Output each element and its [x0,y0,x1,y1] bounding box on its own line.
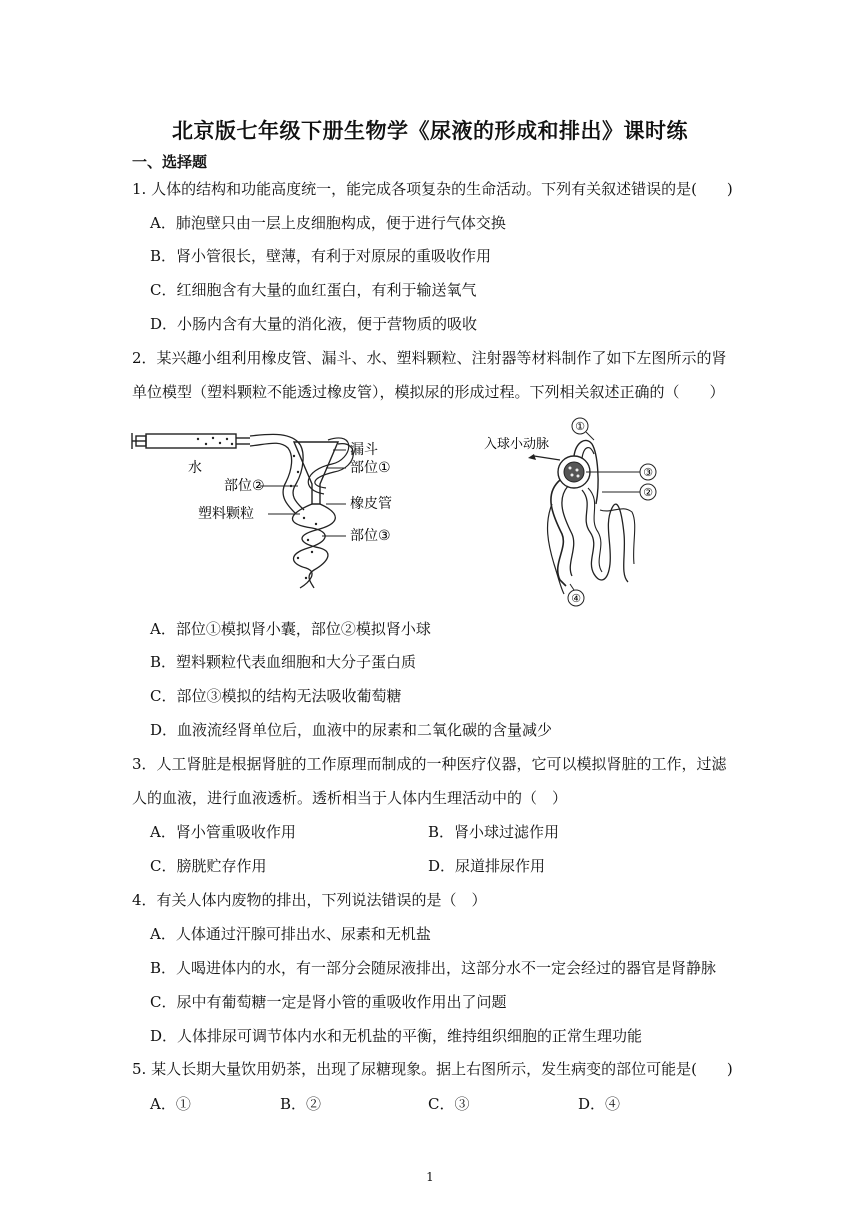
question-4-stem: 4．有关人体内废物的排出，下列说法错误的是（ ） [132,891,487,909]
label-num-4: ④ [571,592,581,605]
label-water: 水 [188,460,202,476]
label-afferent-arteriole: 入球小动脉 [484,437,550,452]
question-2-option-a: A．部位①模拟肾小囊，部位②模拟肾小球 [150,620,431,638]
label-part-3: 部位③ [350,528,391,544]
question-3-stem-line1: 3．人工肾脏是根据肾脏的工作原理而制成的一种医疗仪器，它可以模拟肾脏的工作，过滤 [132,755,727,773]
question-3-option-d: D．尿道排尿作用 [428,857,546,875]
question-2-stem-line2: 单位模型（塑料颗粒不能透过橡皮管），模拟尿的形成过程。下列相关叙述正确的（ ） [132,383,725,401]
label-num-2: ② [643,486,653,499]
question-1-option-c: C．红细胞含有大量的血红蛋白，有利于输送氧气 [150,281,477,299]
question-3-option-a: A．肾小管重吸收作用 [150,823,296,841]
label-part-2: 部位② [224,478,265,494]
question-5-stem: 5. 某人长期大量饮用奶茶，出现了尿糖现象。据上右图所示，发生病变的部位可能是( ) [132,1060,733,1078]
label-hose: 橡皮管 [350,496,392,512]
label-num-3: ③ [643,466,653,479]
nephron-figure [482,414,692,608]
question-4-option-a: A．人体通过汗腺可排出水、尿素和无机盐 [150,925,431,943]
question-1-option-a: A．肺泡壁只由一层上皮细胞构成，便于进行气体交换 [150,214,506,232]
question-1-option-b: B．肾小管很长，壁薄，有利于对原尿的重吸收作用 [150,247,492,265]
question-2-stem-line1: 2．某兴趣小组利用橡皮管、漏斗、水、塑料颗粒、注射器等材料制作了如下左图所示的肾 [132,349,727,367]
question-2-option-c: C．部位③模拟的结构无法吸收葡萄糖 [150,687,402,705]
question-5-option-b: B．② [280,1095,322,1113]
syringe-icon [132,433,250,449]
question-4-option-b: B．人喝进体内的水，有一部分会随尿液排出，这部分水不一定会经过的器官是肾静脉 [150,959,717,977]
nephron-model-figure [128,420,418,590]
question-2-option-b: B．塑料颗粒代表血细胞和大分子蛋白质 [150,653,417,671]
page-title: 北京版七年级下册生物学《尿液的形成和排出》课时练 [172,118,688,143]
question-3-option-c: C．膀胱贮存作用 [150,857,267,875]
question-4-option-d: D．人体排尿可调节体内水和无机盐的平衡，维持组织细胞的正常生理功能 [150,1027,643,1045]
question-2-option-d: D．血液流经肾单位后，血液中的尿素和二氧化碳的含量减少 [150,721,553,739]
label-part-1: 部位① [350,460,391,476]
label-particles: 塑料颗粒 [198,506,254,522]
question-5-option-a: A．① [150,1095,191,1113]
question-3-option-b: B．肾小球过滤作用 [428,823,560,841]
question-1-stem: 1. 人体的结构和功能高度统一，能完成各项复杂的生命活动。下列有关叙述错误的是( ) [132,180,733,198]
question-3-stem-line2: 人的血液，进行血液透析。透析相当于人体内生理活动中的（ ） [132,789,568,807]
question-5-option-c: C．③ [428,1095,470,1113]
section-heading: 一、选择题 [132,153,208,171]
question-4-option-c: C．尿中有葡萄糖一定是肾小管的重吸收作用出了问题 [150,993,507,1011]
page-number: 1 [426,1170,434,1184]
label-num-1: ① [575,420,585,433]
question-1-option-d: D．小肠内含有大量的消化液，便于营物质的吸收 [150,315,478,333]
question-5-option-d: D．④ [578,1095,621,1113]
label-funnel: 漏斗 [350,442,378,458]
